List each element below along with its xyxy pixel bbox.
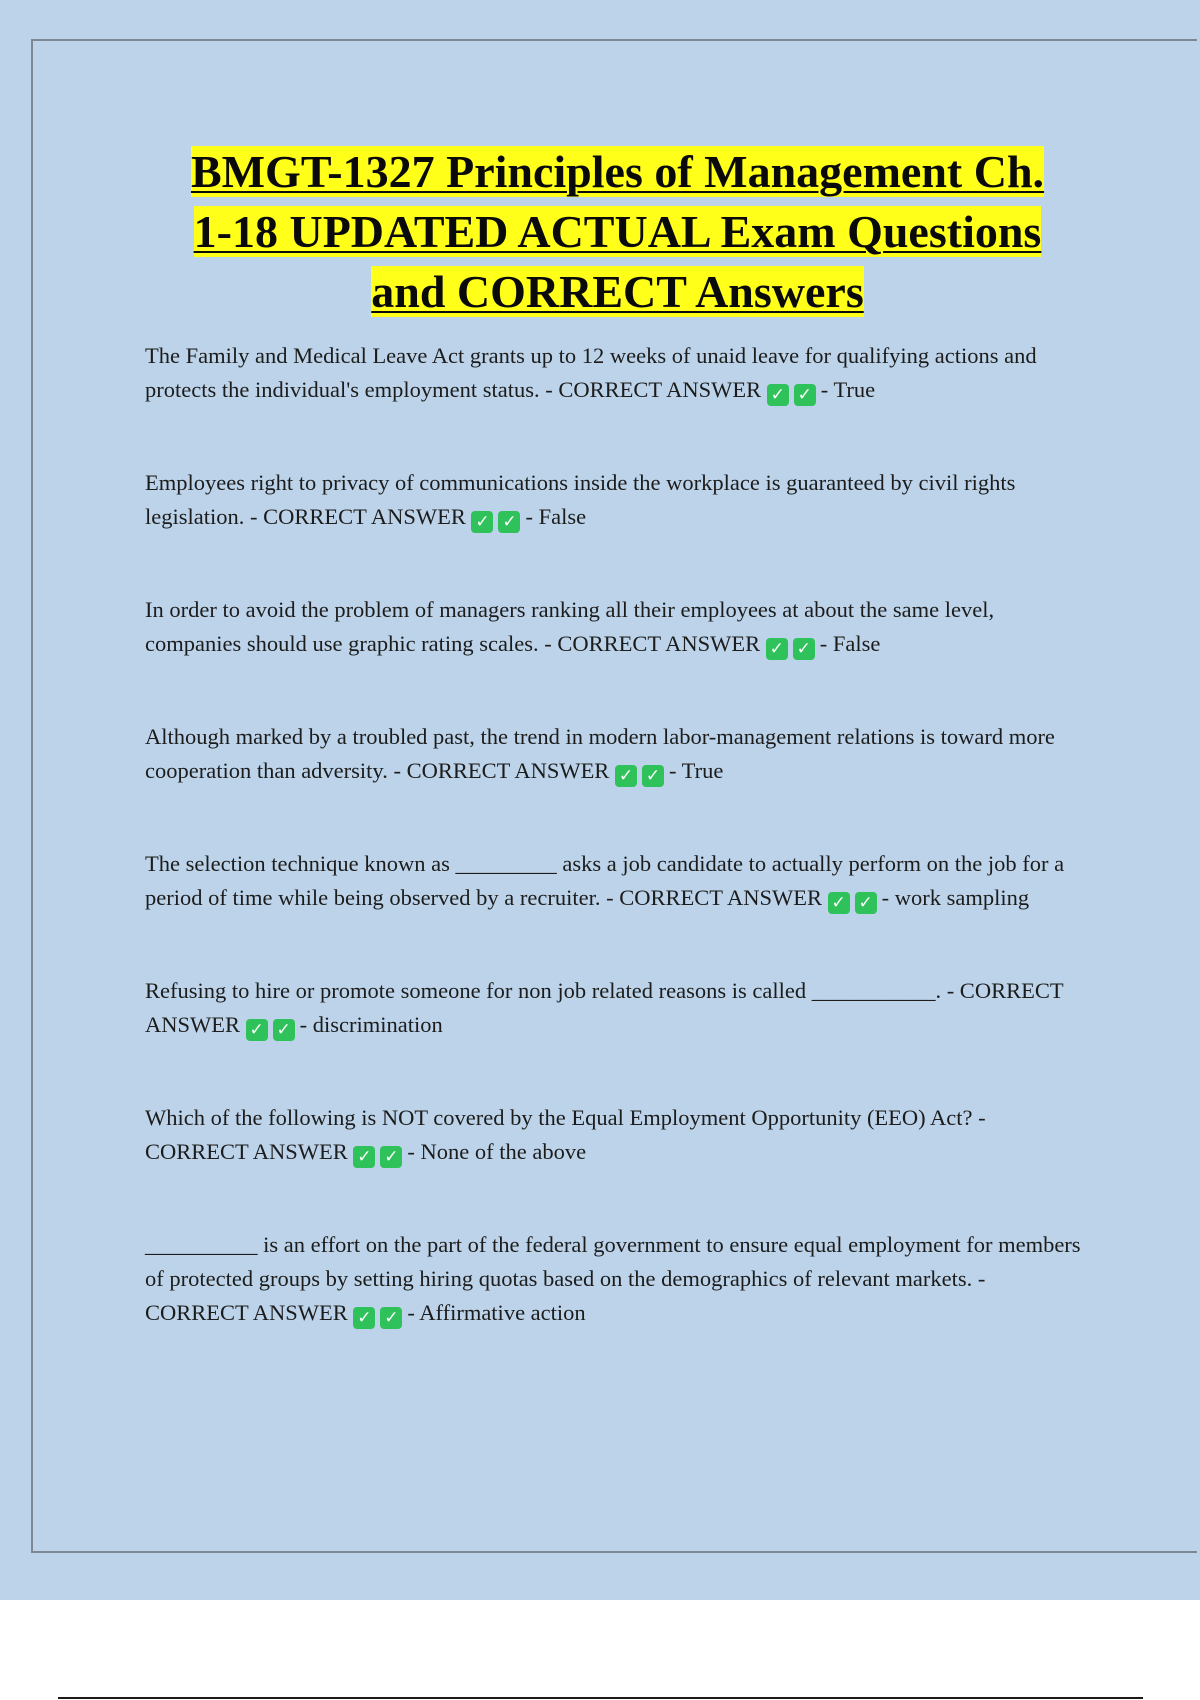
question-text: Employees right to privacy of communications inside the workplace is guaranteed by civil rights legislation. - CORRECT ANSWER: [145, 470, 1016, 529]
question-text: The Family and Medical Leave Act grants up to 12 weeks of unaid leave for qualifying actions and protects the individual's employment status. - CORRECT ANSWER: [145, 343, 1037, 402]
check-mark-icon: ✓: [828, 892, 850, 914]
document-title: [60, 142, 1175, 322]
check-mark-icon: ✓: [642, 765, 664, 787]
qa-item: [145, 593, 1090, 661]
qa-list: [145, 339, 1090, 1389]
check-mark-icon: ✓: [353, 1307, 375, 1329]
qa-item: [145, 1101, 1090, 1169]
answer-text: - work sampling: [881, 885, 1030, 910]
check-mark-icon: ✓: [794, 384, 816, 406]
check-mark-icon: ✓: [498, 511, 520, 533]
question-text: Refusing to hire or promote someone for non job related reasons is called ___________. - CORRECT ANSWER: [145, 978, 1064, 1037]
question-text: In order to avoid the problem of managers ranking all their employees at about the same level, companies should use graphic rating scales. - CORRECT ANSWER: [145, 597, 995, 656]
answer-text: - False: [525, 504, 587, 529]
check-mark-icon: ✓: [766, 638, 788, 660]
question-text: The selection technique known as _________ asks a job candidate to actually perform on the job for a period of time while being observed by a recruiter. - CORRECT ANSWER: [145, 851, 1065, 910]
bottom-divider: [58, 1697, 1143, 1699]
question-text: Which of the following is NOT covered by the Equal Employment Opportunity (EEO) Act? - CORRECT ANSWER: [145, 1105, 986, 1164]
check-mark-icon: ✓: [380, 1146, 402, 1168]
check-mark-icon: ✓: [246, 1019, 268, 1041]
qa-item: [145, 720, 1090, 788]
qa-item: [145, 466, 1090, 534]
qa-item: [145, 1228, 1090, 1330]
check-mark-icon: ✓: [767, 384, 789, 406]
answer-text: - True: [668, 758, 724, 783]
answer-text: - False: [819, 631, 881, 656]
question-text: __________ is an effort on the part of the federal government to ensure equal employment for members of protected groups by setting hiring quotas based on the demographics of relevant markets. - CORRECT ANSWER: [145, 1232, 1081, 1325]
check-mark-icon: ✓: [380, 1307, 402, 1329]
title-line: and CORRECT Answers: [371, 266, 864, 317]
qa-item: [145, 974, 1090, 1042]
answer-text: - discrimination: [299, 1012, 443, 1037]
qa-item: [145, 847, 1090, 915]
check-mark-icon: ✓: [471, 511, 493, 533]
qa-item: [145, 339, 1090, 407]
question-text: Although marked by a troubled past, the trend in modern labor-management relations is toward more cooperation than adversity. - CORRECT ANSWER: [145, 724, 1055, 783]
check-mark-icon: ✓: [353, 1146, 375, 1168]
title-line: BMGT-1327 Principles of Management Ch.: [190, 146, 1045, 197]
answer-text: - None of the above: [407, 1139, 587, 1164]
answer-text: - Affirmative action: [407, 1300, 586, 1325]
check-mark-icon: ✓: [615, 765, 637, 787]
check-mark-icon: ✓: [855, 892, 877, 914]
title-line: 1-18 UPDATED ACTUAL Exam Questions: [193, 206, 1042, 257]
check-mark-icon: ✓: [793, 638, 815, 660]
check-mark-icon: ✓: [273, 1019, 295, 1041]
answer-text: - True: [820, 377, 876, 402]
